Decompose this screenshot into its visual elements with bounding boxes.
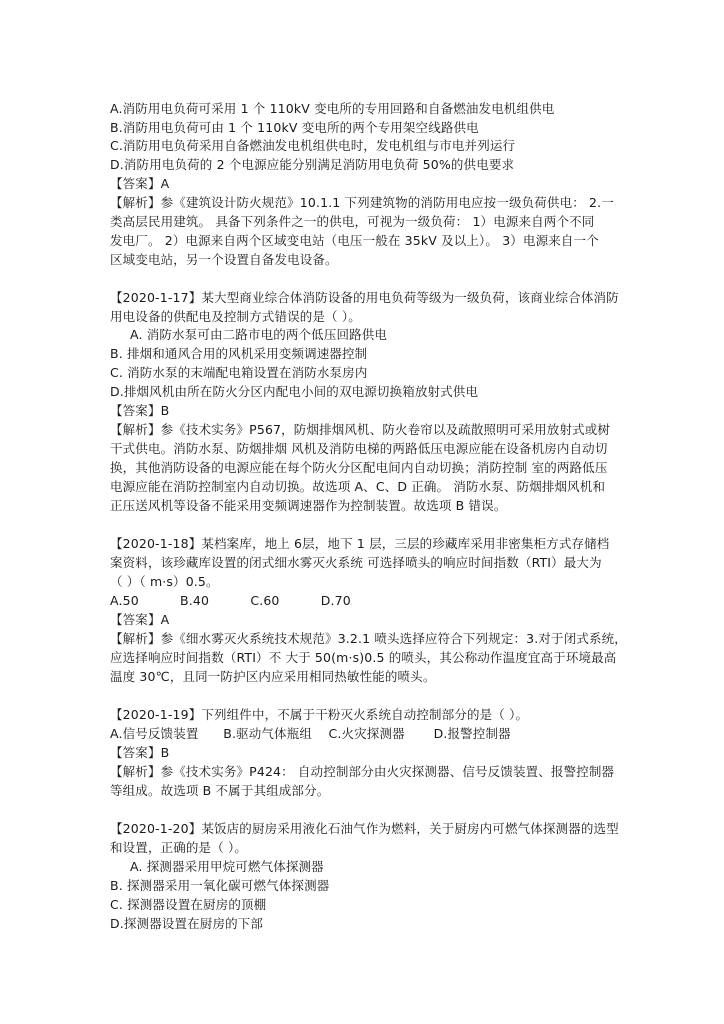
q2-option-a: A. 消防水泵可由二路市电的两个低压回路供电 xyxy=(130,327,388,342)
q1-analysis-line: 【解析】参《建筑设计防火规范》10.1.1 下列建筑物的消防用电应按一级负荷供电： 2.一 xyxy=(110,195,614,210)
q1-option-c: C.消防用电负荷采用自备燃油发电机组供电时，发电机组与市电并列运行 xyxy=(110,138,516,153)
q3-options: A.50 B.40 C.60 D.70 xyxy=(110,593,351,608)
q1-option-d: D.消防用电负荷的 2 个电源应能分别满足消防用电负荷 50%的供电要求 xyxy=(110,157,515,172)
q4-analysis-line: 等组成。故选项 B 不属于其组成部分。 xyxy=(110,783,330,798)
q4-analysis-line: 【解析】参《技术实务》P424： 自动控制部分由火灾探测器、信号反馈装置、报警控制器 xyxy=(110,764,615,779)
q3-analysis-line: 应选择响应时间指数（RTI）不 大于 50(m·s)0.5 的喷头，其公称动作温度宜高于环境最高 xyxy=(110,650,617,665)
q1-analysis-line: 类高层民用建筑。 具备下列条件之一的供电，可视为一级负荷： 1）电源来自两个不同 xyxy=(110,214,595,229)
q3-analysis-line: 温度 30℃，且同一防护区内应采用相同热敏性能的喷头。 xyxy=(110,669,436,684)
q5-option-d: D.探测器设置在厨房的下部 xyxy=(110,916,264,931)
q2-analysis-line: 正压送风机等设备不能采用变频调速器作为控制装置。故选项 B 错误。 xyxy=(110,498,507,513)
q2-analysis-line: 【解析】参《技术实务》P567，防烟排烟风机、防火卷帘以及疏散照明可采用放射式或树 xyxy=(110,422,611,437)
q5-option-b: B. 探测器采用一氧化碳可燃气体探测器 xyxy=(110,878,330,893)
q1-analysis-line: 区域变电站，另一个设置自备发电设备。 xyxy=(110,252,338,267)
q2-option-c: C. 消防水泵的末端配电箱设置在消防水泵房内 xyxy=(110,365,368,380)
q3-stem-line: 案资料，该珍藏库设置的闭式细水雾灭火系统 可选择喷头的响应时间指数（RTI）最大为 xyxy=(110,555,602,570)
q2-analysis-line: 换，其他消防设备的电源应能在每个防火分区配电间内自动切换；消防控制 室的两路低压 xyxy=(110,460,608,475)
q5-option-a: A. 探测器采用甲烷可燃气体探测器 xyxy=(130,859,324,874)
q1-analysis-line: 发电厂。 2）电源来自两个区域变电站（电压一般在 35kV 及以上）。 3）电源来自一个 xyxy=(110,233,599,248)
q1-option-a: A.消防用电负荷可采用 1 个 110kV 变电所的专用回路和自备燃油发电机组供电 xyxy=(110,101,555,116)
q1-option-b: B.消防用电负荷可由 1 个 110kV 变电所的两个专用架空线路供电 xyxy=(110,120,479,135)
q5-stem-line: 和设置，正确的是（ ）。 xyxy=(110,840,248,855)
q2-stem-line: 【2020-1-17】某大型商业综合体消防设备的用电负荷等级为一级负荷，该商业综合体消防 xyxy=(110,290,619,305)
q5-option-c: C. 探测器设置在厨房的顶棚 xyxy=(110,897,267,912)
q4-stem: 【2020-1-19】下列组件中，不属于干粉灭火系统自动控制部分的是（ ）。 xyxy=(110,707,529,722)
q3-analysis-line: 【解析】参《细水雾灭火系统技术规范》3.2.1 喷头选择应符合下列规定：3.对于闭式系统， xyxy=(110,631,627,646)
q2-analysis-line: 干式供电。消防水泵、防烟排烟 风机及消防电梯的两路低压电源应能在设备机房内自动切 xyxy=(110,441,608,456)
q4-answer: 【答案】B xyxy=(110,745,170,760)
q4-options: A.信号反馈装置 B.驱动气体瓶组 C.火灾探测器 D.报警控制器 xyxy=(110,726,511,741)
q2-answer: 【答案】B xyxy=(110,403,170,418)
q2-option-b: B. 排烟和通风合用的风机采用变频调速器控制 xyxy=(110,346,368,361)
q5-stem-line: 【2020-1-20】某饭店的厨房采用液化石油气作为燃料，关于厨房内可燃气体探测器的选型 xyxy=(110,821,619,836)
q2-analysis-line: 电源应能在消防控制室内自动切换。故选项 A、C、D 正确。 消防水泵、防烟排烟风机和 xyxy=(110,479,606,494)
q3-stem-line: 【2020-1-18】某档案库，地上 6层，地下 1 层，三层的珍藏库采用非密集柜方式存储档 xyxy=(110,536,610,551)
q3-stem-line: （ ）（ m·s）0.5。 xyxy=(110,574,219,589)
q2-stem-line: 用电设备的供配电及控制方式错误的是（ ）。 xyxy=(110,309,361,324)
q3-answer: 【答案】A xyxy=(110,612,170,627)
q2-option-d: D.排烟风机由所在防火分区内配电小间的双电源切换箱放射式供电 xyxy=(110,384,479,399)
q1-answer: 【答案】A xyxy=(110,176,170,191)
